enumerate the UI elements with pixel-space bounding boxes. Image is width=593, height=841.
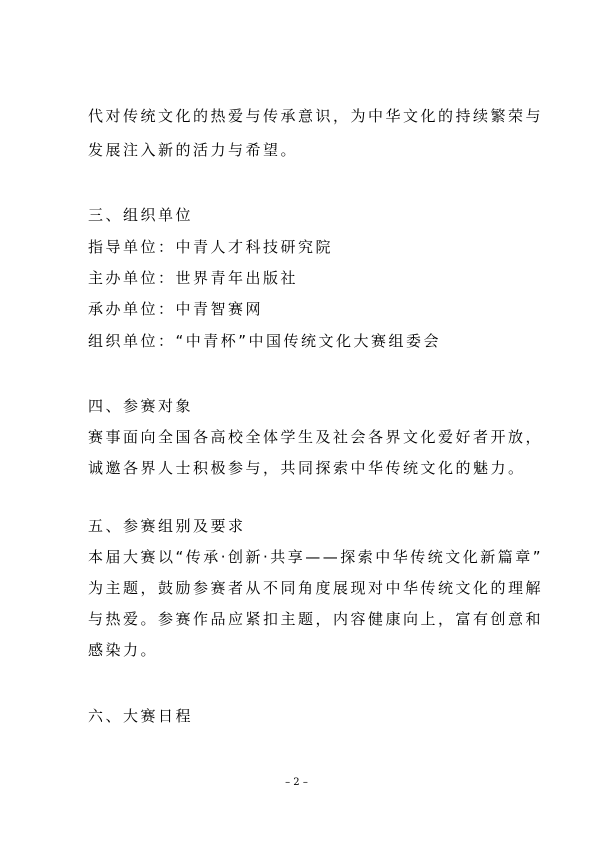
body-text-line: 为主题，鼓励参赛者从不同角度展现对中华传统文化的理解 [88,579,544,597]
body-text-line: 与热爱。参赛作品应紧扣主题，内容健康向上，富有创意和 [88,610,544,628]
section-heading-schedule: 六、大赛日程 [88,707,194,725]
committee-unit-line: 组织单位：“中青杯”中国传统文化大赛组委会 [88,332,442,350]
section-heading-groups: 五、参赛组别及要求 [88,517,246,535]
body-text-line: 感染力。 [88,641,159,659]
body-text-line: 代对传统文化的热爱与传承意识，为中华文化的持续繁荣与 [88,107,544,125]
body-text-line: 赛事面向全国各高校全体学生及社会各界文化爱好者开放， [88,428,544,446]
guiding-unit-line: 指导单位：中青人才科技研究院 [88,238,334,256]
host-unit-line: 主办单位：世界青年出版社 [88,269,299,287]
section-heading-participants: 四、参赛对象 [88,397,194,415]
body-text-line: 本届大赛以“传承·创新·共享——探索中华传统文化新篇章” [88,548,544,566]
body-text-line: 诚邀各界人士积极参与，共同探索中华传统文化的魅力。 [88,459,526,477]
organizer-unit-line: 承办单位：中青智赛网 [88,300,264,318]
body-text-line: 发展注入新的活力与希望。 [88,141,299,159]
section-heading-organizers: 三、组织单位 [88,206,194,224]
page-number: – 2 – [285,777,308,788]
